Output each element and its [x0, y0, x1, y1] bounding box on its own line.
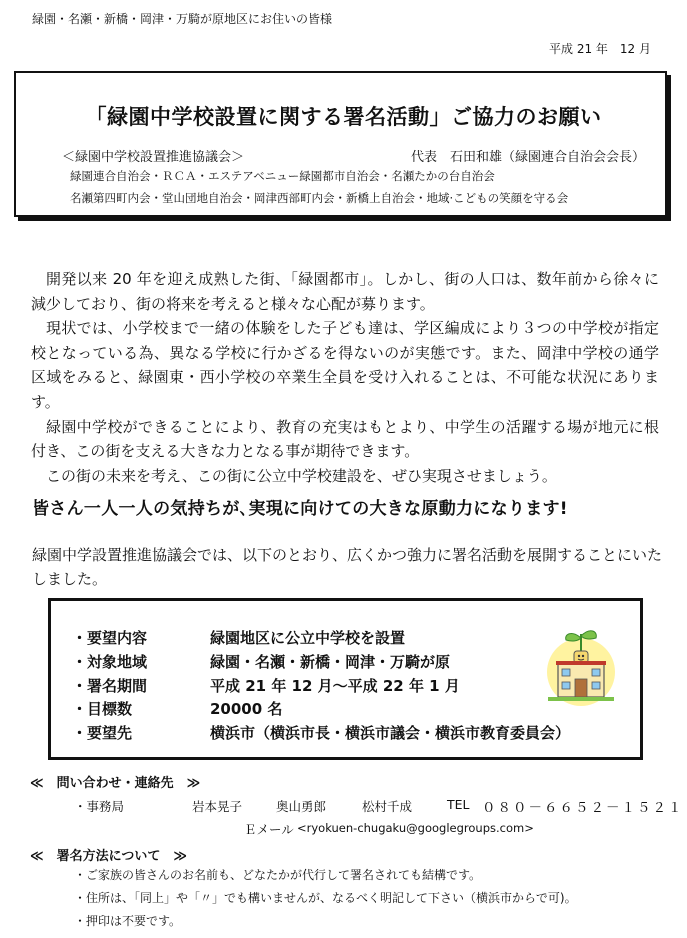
method-item: ・ご家族の皆さんのお名前も、どなたかが代行して署名されても結構です。 — [74, 868, 482, 882]
member-groups-line-2: 名瀬第四町内会・堂山団地自治会・岡津西部町内会・新橋上自治会・地域·こどもの笑顔を守る会 — [70, 191, 569, 205]
method-item: ・住所は、「同上」や「〃」でも構いませんが、なるべく明記して下さい（横浜市からで可)。 — [74, 891, 577, 905]
request-key: ・対象地域 — [72, 653, 148, 671]
body-paragraph: この街の未来を考え、この街に公立中学校建設を、ぜひ実現させましょう。 — [46, 466, 557, 485]
body-paragraph: 緑園中学校ができることにより、教育の充実はもとより、中学生の活躍する場が地元に根付き、この街を支える大きな力となる事が期待できます。 — [31, 417, 659, 461]
slogan: 皆さん一人一人の気持ちが､実現に向けての大きな原動力になります! — [32, 499, 568, 519]
email-address[interactable]: <ryokuen-chugaku@googlegroups.com> — [297, 821, 534, 835]
request-value: 20000 名 — [210, 700, 283, 718]
body-text — [31, 267, 659, 488]
body-paragraph: 現状では、小学校まで一緒の体験をした子ども達は、学区編成により３つの中学校が指定校となっている為、異なる学校に行かざるを得ないのが実態です。また、岡津中学校の通学区域をみると、緑園東・西小学校の卒業生全員を受け入れることは、不可能な状況にあります。 — [31, 319, 659, 411]
tel-number: ０８０－６６５２－１５２１ — [482, 800, 684, 816]
contact-heading: ≪ 問い合わせ・連絡先 ≫ — [30, 776, 201, 791]
body-paragraph: 開発以来 20 年を迎え成熟した街、「緑園都市」。しかし、街の人口は、数年前から徐々に減少しており、街の将来を考えると様々な心配が募ります。 — [31, 270, 659, 313]
tel-label: TEL — [447, 797, 470, 812]
request-value: 緑園地区に公立中学校を設置 — [210, 629, 406, 647]
method-heading: ≪ 署名方法について ≫ — [30, 849, 187, 864]
request-key: ・要望先 — [72, 724, 133, 742]
request-key: ・署名期間 — [72, 677, 148, 695]
request-value: 緑園・名瀬・新橋・岡津・万騎が原 — [210, 653, 451, 671]
addressee-line: 緑園・名瀬・新橋・岡津・万騎が原地区にお住いの皆様 — [32, 12, 333, 26]
request-value: 平成 21 年 12 月～平成 22 年 1 月 — [210, 677, 460, 695]
contact-name: 奥山勇郎 — [276, 799, 327, 814]
representative: 代表 石田和雄（緑園連合自治会会長） — [410, 150, 645, 165]
school-sprout-icon — [544, 622, 618, 708]
document-title: 「緑園中学校設置に関する署名活動」ご協力のお願い — [85, 105, 602, 129]
organization-name: ＜緑園中学校設置推進協議会＞ — [62, 150, 245, 165]
member-groups-line-1: 緑園連合自治会・ＲＣＡ・エステアベニュー緑園都市自治会・名瀬たかの台自治会 — [70, 169, 495, 183]
method-item: ・押印は不要です。 — [74, 914, 182, 928]
request-value: 横浜市（横浜市長・横浜市議会・横浜市教育委員会） — [210, 724, 571, 742]
request-key: ・目標数 — [72, 700, 133, 718]
request-key: ・要望内容 — [72, 629, 148, 647]
issue-date: 平成 21 年 12 月 — [549, 42, 651, 56]
contact-name: 岩本晃子 — [192, 799, 243, 814]
email-label: Ｅメール — [244, 822, 294, 837]
contact-name: 松村千成 — [362, 799, 413, 814]
campaign-intro: 緑園中学設置推進協議会では、以下のとおり、広くかつ強力に署名活動を展開することにいたしました。 — [32, 546, 663, 588]
office-label: ・事務局 — [74, 799, 125, 814]
